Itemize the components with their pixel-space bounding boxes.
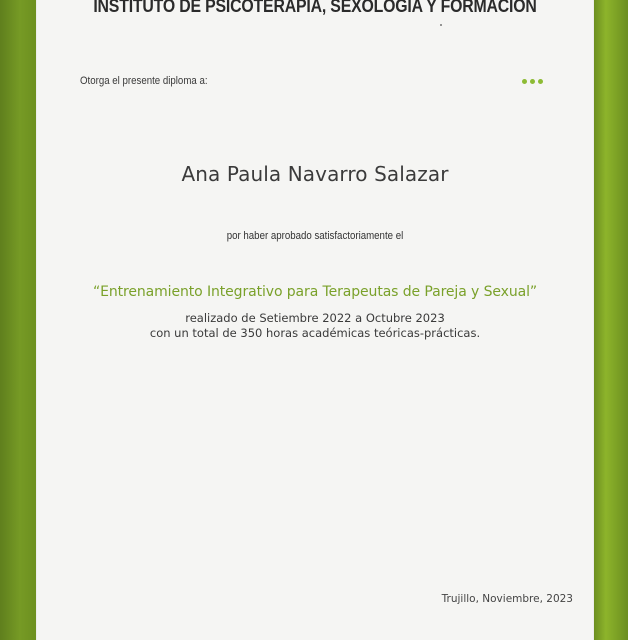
dot-icon (522, 79, 527, 84)
small-mark (440, 24, 442, 26)
approval-text: por haber aprobado satisfactoriamente el (226, 230, 404, 242)
course-title: “Entrenamiento Integrativo para Terapeutas de Pareja y Sexual” (92, 284, 538, 300)
recipient-name: Ana Paula Navarro Salazar (181, 162, 449, 186)
diploma-intro-text: Otorga el presente diploma a: (80, 75, 208, 87)
place-and-date: Trujillo, Noviembre, 2023 (441, 593, 573, 605)
three-dots-icon (522, 79, 543, 84)
course-hours: con un total de 350 horas académicas teóricas-prácticas. (149, 326, 481, 340)
right-green-frame (594, 0, 628, 640)
dot-icon (538, 79, 543, 84)
diploma-page (36, 0, 594, 640)
course-period: realizado de Setiembre 2022 a Octubre 2023 (185, 311, 445, 325)
left-green-frame (0, 0, 36, 640)
institute-title: INSTITUTO DE PSICOTERAPIA, SEXOLOGIA Y FORMACION (93, 0, 537, 16)
dot-icon (530, 79, 535, 84)
